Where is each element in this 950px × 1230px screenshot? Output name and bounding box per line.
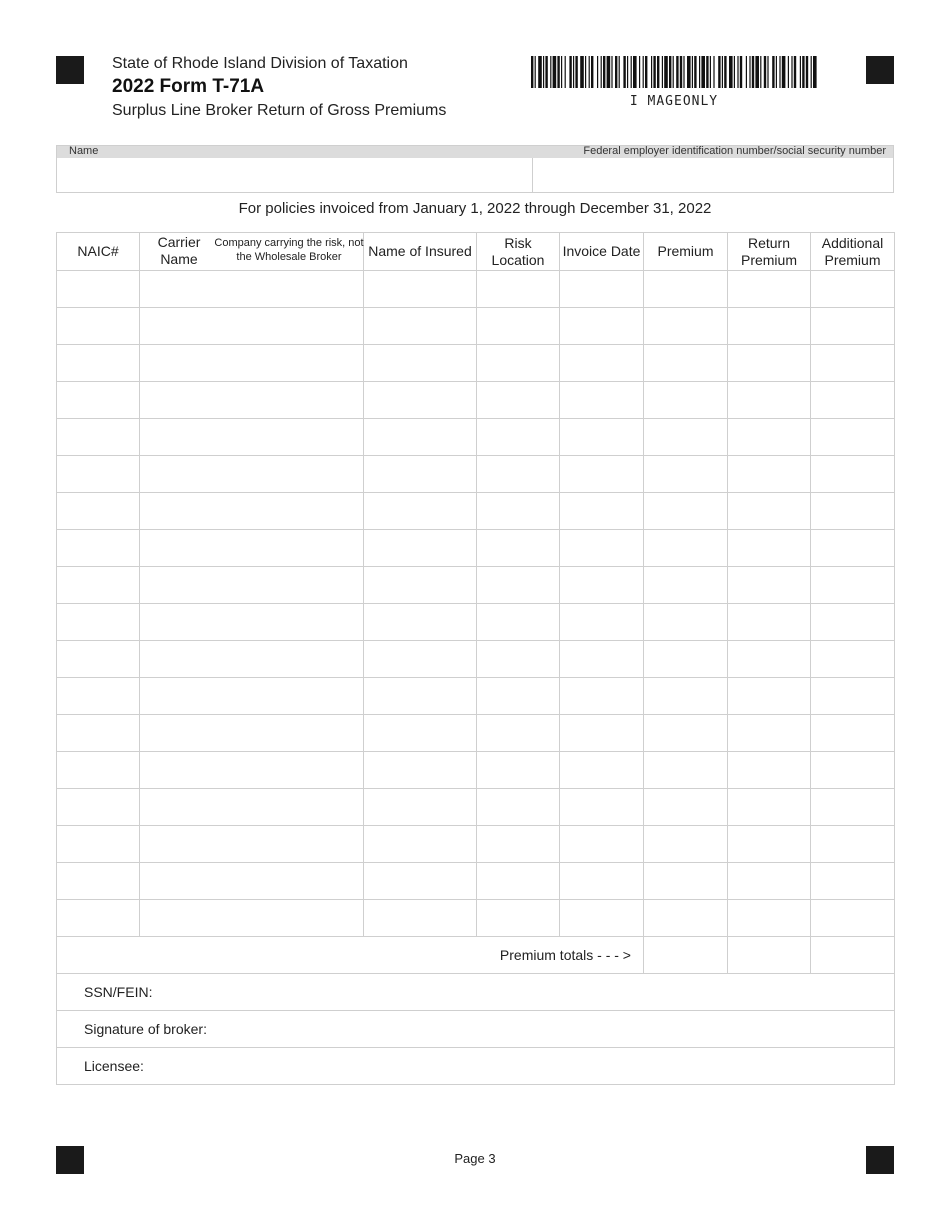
invoice-date-cell[interactable] [560,493,644,530]
carrier-cell[interactable] [140,493,364,530]
table-row [57,900,895,937]
invoice-date-cell[interactable] [560,789,644,826]
insured-cell[interactable] [364,382,477,419]
naic-cell[interactable] [57,863,140,900]
premium-table [56,232,895,1085]
ssn-row [57,974,895,1011]
header-carrier-name: Carrier Name [157,234,201,267]
registration-mark-top-right [866,56,894,84]
insured-cell[interactable] [364,456,477,493]
invoice-date-cell[interactable] [560,715,644,752]
premium-cell[interactable] [644,604,728,641]
period-text: For policies invoiced from January 1, 2022 through December 31, 2022 [238,200,712,217]
table-row [57,308,895,345]
risk-location-cell[interactable] [477,641,560,678]
naic-cell[interactable] [57,345,140,382]
signature-row [57,1011,895,1048]
premium-cell[interactable] [644,308,728,345]
table-row [57,604,895,641]
naic-cell[interactable] [57,752,140,789]
risk-location-cell[interactable] [477,715,560,752]
insured-cell[interactable] [364,345,477,382]
risk-location-cell[interactable] [477,308,560,345]
additional-premium-cell[interactable] [811,826,895,863]
additional-premium-cell[interactable] [811,345,895,382]
naic-cell[interactable] [57,641,140,678]
return-premium-cell[interactable] [728,308,811,345]
invoice-date-cell[interactable] [560,678,644,715]
header-naic: NAIC# [57,233,140,271]
carrier-cell[interactable] [140,382,364,419]
insured-cell[interactable] [364,271,477,308]
additional-premium-cell[interactable] [811,382,895,419]
carrier-cell[interactable] [140,715,364,752]
additional-premium-cell[interactable] [811,641,895,678]
return-premium-cell[interactable] [728,530,811,567]
naic-cell[interactable] [57,493,140,530]
risk-location-cell[interactable] [477,419,560,456]
total-premium-field[interactable] [644,937,728,974]
premium-cell[interactable] [644,900,728,937]
name-divider [532,158,533,193]
insured-cell[interactable] [364,604,477,641]
naic-cell[interactable] [57,715,140,752]
table-row [57,345,895,382]
risk-location-cell[interactable] [477,567,560,604]
premium-cell[interactable] [644,345,728,382]
premium-cell[interactable] [644,382,728,419]
risk-location-cell[interactable] [477,382,560,419]
insured-cell[interactable] [364,826,477,863]
additional-premium-cell[interactable] [811,789,895,826]
table-row [57,419,895,456]
invoice-date-cell[interactable] [560,456,644,493]
carrier-cell[interactable] [140,604,364,641]
signature-label: Signature of broker: [84,1021,207,1037]
invoice-date-cell[interactable] [560,863,644,900]
header-carrier [140,233,364,271]
insured-cell[interactable] [364,641,477,678]
risk-location-cell[interactable] [477,900,560,937]
total-additional-premium-field[interactable] [811,937,895,974]
risk-location-cell[interactable] [477,789,560,826]
table-row [57,271,895,308]
carrier-cell[interactable] [140,641,364,678]
registration-mark-top-left [56,56,84,84]
naic-cell[interactable] [57,530,140,567]
premium-cell[interactable] [644,678,728,715]
invoice-date-cell[interactable] [560,641,644,678]
premium-cell[interactable] [644,567,728,604]
invoice-date-cell[interactable] [560,752,644,789]
table-row [57,789,895,826]
table-row [57,567,895,604]
premium-cell[interactable] [644,419,728,456]
return-premium-cell[interactable] [728,678,811,715]
header-carrier-note: Company carrying the risk, not the Wholesale Broker [214,237,364,263]
additional-premium-cell[interactable] [811,456,895,493]
risk-location-cell[interactable] [477,271,560,308]
table-row [57,493,895,530]
additional-premium-cell[interactable] [811,863,895,900]
carrier-cell[interactable] [140,271,364,308]
additional-premium-cell[interactable] [811,752,895,789]
risk-location-cell[interactable] [477,604,560,641]
premium-cell[interactable] [644,715,728,752]
totals-row [57,937,895,974]
insured-cell[interactable] [364,863,477,900]
naic-cell[interactable] [57,419,140,456]
additional-premium-cell[interactable] [811,493,895,530]
invoice-date-cell[interactable] [560,567,644,604]
naic-cell[interactable] [57,789,140,826]
premium-cell[interactable] [644,530,728,567]
invoice-date-cell[interactable] [560,826,644,863]
return-premium-cell[interactable] [728,641,811,678]
risk-location-cell[interactable] [477,456,560,493]
total-return-premium-field[interactable] [728,937,811,974]
risk-location-cell[interactable] [477,826,560,863]
return-premium-cell[interactable] [728,900,811,937]
carrier-cell[interactable] [140,419,364,456]
form-title: Surplus Line Broker Return of Gross Premiums [112,102,447,119]
table-row [57,641,895,678]
naic-cell[interactable] [57,900,140,937]
header-insured: Name of Insured [364,233,477,271]
insured-cell[interactable] [364,678,477,715]
barcode-text: I MAGEONLY [629,94,719,109]
form-number: 2022 Form T-71A [112,76,265,97]
risk-location-cell[interactable] [477,863,560,900]
licensee-field[interactable] [57,1048,895,1085]
return-premium-cell[interactable] [728,382,811,419]
naic-cell[interactable] [57,567,140,604]
invoice-date-cell[interactable] [560,271,644,308]
table-row [57,863,895,900]
invoice-date-cell[interactable] [560,419,644,456]
carrier-cell[interactable] [140,345,364,382]
carrier-cell[interactable] [140,752,364,789]
naic-cell[interactable] [57,604,140,641]
carrier-cell[interactable] [140,530,364,567]
premium-cell[interactable] [644,789,728,826]
table-row [57,456,895,493]
table-header-row [57,233,895,271]
insured-cell[interactable] [364,715,477,752]
risk-location-cell[interactable] [477,530,560,567]
carrier-cell[interactable] [140,308,364,345]
return-premium-cell[interactable] [728,752,811,789]
table-row [57,826,895,863]
additional-premium-cell[interactable] [811,308,895,345]
additional-premium-cell[interactable] [811,715,895,752]
naic-cell[interactable] [57,826,140,863]
licensee-row [57,1048,895,1085]
return-premium-cell[interactable] [728,715,811,752]
premium-cell[interactable] [644,493,728,530]
insured-cell[interactable] [364,419,477,456]
barcode-icon [531,56,817,88]
table-row [57,382,895,419]
header-premium: Premium [644,233,728,271]
table-row [57,715,895,752]
insured-cell[interactable] [364,567,477,604]
header-additional-premium: Additional Premium [811,233,895,271]
additional-premium-cell[interactable] [811,530,895,567]
return-premium-cell[interactable] [728,345,811,382]
table-row [57,678,895,715]
totals-label: Premium totals - - - > [57,937,644,974]
premium-cell[interactable] [644,271,728,308]
invoice-date-cell[interactable] [560,604,644,641]
ssn-fein-field[interactable] [57,974,895,1011]
page-number: Page 3 [454,1151,496,1166]
header-return-premium: Return Premium [728,233,811,271]
additional-premium-cell[interactable] [811,567,895,604]
return-premium-cell[interactable] [728,419,811,456]
premium-cell[interactable] [644,826,728,863]
carrier-cell[interactable] [140,678,364,715]
header-risk-location: Risk Location [477,233,560,271]
agency-name: State of Rhode Island Division of Taxation [112,55,408,72]
carrier-cell[interactable] [140,567,364,604]
return-premium-cell[interactable] [728,789,811,826]
return-premium-cell[interactable] [728,493,811,530]
return-premium-cell[interactable] [728,271,811,308]
insured-cell[interactable] [364,789,477,826]
name-label: Name [69,145,99,157]
premium-cell[interactable] [644,456,728,493]
carrier-cell[interactable] [140,863,364,900]
fein-label: Federal employer identification number/social security number [583,145,886,157]
insured-cell[interactable] [364,308,477,345]
additional-premium-cell[interactable] [811,419,895,456]
licensee-label: Licensee: [84,1058,144,1074]
insured-cell[interactable] [364,493,477,530]
naic-cell[interactable] [57,678,140,715]
carrier-cell[interactable] [140,789,364,826]
return-premium-cell[interactable] [728,456,811,493]
return-premium-cell[interactable] [728,826,811,863]
naic-cell[interactable] [57,308,140,345]
naic-cell[interactable] [57,456,140,493]
additional-premium-cell[interactable] [811,604,895,641]
invoice-date-cell[interactable] [560,345,644,382]
naic-cell[interactable] [57,271,140,308]
table-row [57,752,895,789]
insured-cell[interactable] [364,900,477,937]
header-invoice-date: Invoice Date [560,233,644,271]
invoice-date-cell[interactable] [560,530,644,567]
insured-cell[interactable] [364,752,477,789]
premium-cell[interactable] [644,641,728,678]
table-row [57,530,895,567]
risk-location-cell[interactable] [477,752,560,789]
additional-premium-cell[interactable] [811,678,895,715]
invoice-date-cell[interactable] [560,382,644,419]
signature-field[interactable] [57,1011,895,1048]
carrier-cell[interactable] [140,456,364,493]
naic-cell[interactable] [57,382,140,419]
risk-location-cell[interactable] [477,493,560,530]
insured-cell[interactable] [364,530,477,567]
carrier-cell[interactable] [140,826,364,863]
invoice-date-cell[interactable] [560,308,644,345]
ssn-fein-label: SSN/FEIN: [84,984,153,1000]
risk-location-cell[interactable] [477,345,560,382]
name-fein-box [56,145,894,193]
premium-cell[interactable] [644,863,728,900]
risk-location-cell[interactable] [477,678,560,715]
premium-cell[interactable] [644,752,728,789]
invoice-date-cell[interactable] [560,900,644,937]
return-premium-cell[interactable] [728,863,811,900]
additional-premium-cell[interactable] [811,900,895,937]
return-premium-cell[interactable] [728,567,811,604]
additional-premium-cell[interactable] [811,271,895,308]
carrier-cell[interactable] [140,900,364,937]
return-premium-cell[interactable] [728,604,811,641]
